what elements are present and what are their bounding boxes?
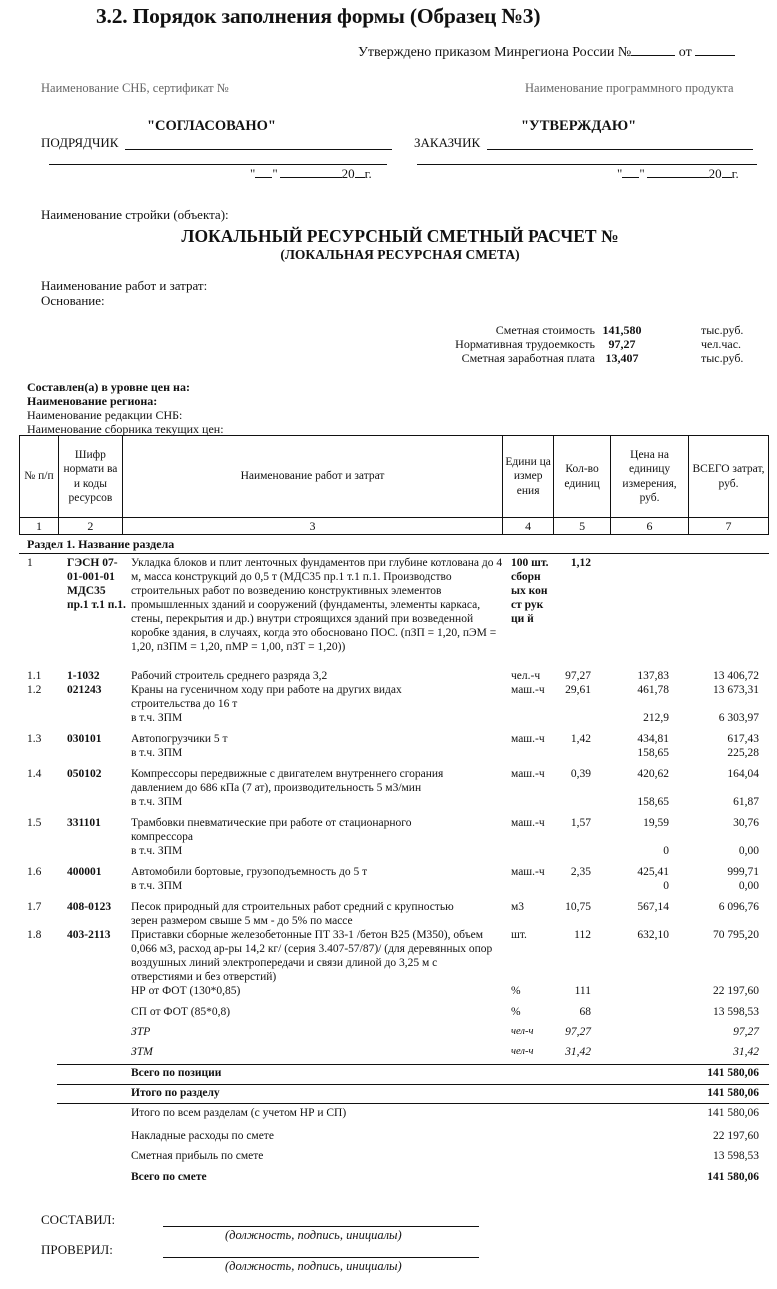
- basis-label: Основание:: [41, 293, 105, 308]
- row-unit: маш.-ч: [511, 817, 545, 829]
- snb-certificate-label: Наименование СНБ, сертификат №: [41, 81, 229, 95]
- row-code: 1-1032: [67, 670, 100, 682]
- row-zpm-total: 225,28: [727, 747, 759, 759]
- approval-order-line: [358, 44, 735, 62]
- row-name: Краны на гусеничном ходу при работе на других видах строительства до 16 т: [131, 684, 402, 710]
- snb-edition-label: Наименование редакции СНБ:: [27, 408, 183, 422]
- overhead-unit: %: [511, 1006, 521, 1018]
- total-value: 141 580,06: [707, 1171, 759, 1183]
- customer-second-line: [417, 164, 757, 165]
- row-quantity: 97,27: [565, 670, 591, 682]
- summary-label: Сметная заработная плата: [461, 351, 595, 365]
- row-zpm-price: 0: [663, 845, 669, 857]
- row-zpm-label: в т.ч. ЗПМ: [131, 845, 183, 857]
- document-subtitle: (ЛОКАЛЬНАЯ РЕСУРСНАЯ СМЕТА): [280, 247, 520, 262]
- row-quantity: 1,12: [570, 557, 591, 569]
- overhead-total: 13 598,53: [713, 1006, 759, 1018]
- row-code: 030101: [67, 733, 102, 745]
- row-name: Рабочий строитель среднего разряда 3,2: [131, 670, 328, 682]
- row-zpm-total: 61,87: [733, 796, 759, 808]
- row-zpm-label: в т.ч. ЗПМ: [131, 747, 183, 759]
- row-number: 1.4: [27, 768, 42, 780]
- column-number: 4: [503, 518, 554, 535]
- row-code: ГЭСН 07-01-001-01 МДС35 пр.1 т.1 п.1.: [67, 557, 126, 611]
- row-number: 1.6: [27, 866, 42, 878]
- summary-value: 13,407: [605, 351, 639, 365]
- row-price: 420,62: [637, 768, 669, 780]
- row-name: Компрессоры передвижные с двигателем внутреннего сгорания давлением до 686 кПа (7 ат), производительность 5 м3/мин: [131, 768, 444, 794]
- row-quantity: 112: [574, 929, 591, 941]
- row-price: 137,83: [637, 670, 669, 682]
- contractor-second-line: [49, 164, 387, 165]
- summary-value: 141,580: [602, 323, 642, 337]
- summary-label: Сметная стоимость: [495, 323, 595, 337]
- compiled-by-hint: (должность, подпись, инициалы): [225, 1228, 402, 1242]
- compiled-by-label: СОСТАВИЛ:: [41, 1212, 116, 1227]
- header-code: Шифр нормати ва и коды ресурсов: [58, 436, 122, 518]
- row-code: 400001: [67, 866, 102, 878]
- row-zpm-price: 212,9: [643, 712, 669, 724]
- customer-label: ЗАКАЗЧИК: [414, 135, 481, 150]
- order-number-blank: [631, 44, 675, 56]
- row-zpm-price: 158,65: [637, 796, 669, 808]
- row-code: 408-0123: [67, 901, 112, 913]
- overhead-quantity: 31,42: [565, 1046, 591, 1058]
- total-label: Сметная прибыль по смете: [131, 1150, 264, 1162]
- total-label: Итого по разделу: [131, 1087, 220, 1099]
- row-total: 30,76: [733, 817, 759, 829]
- row-zpm-total: 0,00: [738, 845, 759, 857]
- summary-value: 97,27: [608, 337, 636, 351]
- row-number: 1.1: [27, 670, 42, 682]
- row-code: 331101: [67, 817, 101, 829]
- row-quantity: 1,42: [570, 733, 591, 745]
- row-total: 6 096,76: [718, 901, 759, 913]
- row-name: Укладка блоков и плит ленточных фундаментов при глубине котлована до 4 м, масса конструкций до 0,5 т (МДС35 пр.1 т.1 п.1. Производство строительных работ по возведению конструктивных элементов промышленных зданий и сооружений (фундаменты, элементы каркаса, стены, перекрытия и др.) внутри строящихся зданий при возведенной коробке здания, в случаях, когда это обосновано ПОС. (пЗП = 1,20, пЭМ = 1,20, пЗПМ = 1,20, пМР = 1,00, пЗТ = 1,20)): [131, 557, 503, 653]
- works-name-label: Наименование работ и затрат:: [41, 278, 208, 293]
- row-unit: м3: [511, 901, 525, 913]
- total-label: Итого по всем разделам (с учетом НР и СП): [131, 1107, 347, 1119]
- row-price: 632,10: [637, 929, 669, 941]
- region-label: Наименование региона:: [27, 394, 158, 408]
- header-unit: Едини ца измер ения: [503, 436, 554, 518]
- header-unit-price: Цена на единицу измерения, руб.: [611, 436, 689, 518]
- column-number: 7: [689, 518, 769, 535]
- page-title: 3.2. Порядок заполнения формы (Образец №3): [96, 4, 541, 28]
- overhead-unit: %: [511, 985, 521, 997]
- total-label: Всего по смете: [131, 1171, 207, 1183]
- header-number: № п/п: [20, 436, 59, 518]
- price-level-label: Составлен(а) в уровне цен на:: [27, 380, 190, 394]
- row-name: Трамбовки пневматические при работе от стационарного компрессора: [131, 817, 412, 843]
- estimate-table-header: [19, 435, 769, 535]
- summary-unit: тыс.руб.: [701, 323, 744, 337]
- row-name: Приставки сборные железобетонные ПТ 33-1 /бетон В25 (М350), объем 0,066 м3, расход ар-ры 14,2 кг/ (серия 3.407-57/87)/ (для деревянных опор воздушных линий электропередачи и связи длиной до 3,25 м с отверстиями и без отверстий): [131, 929, 493, 983]
- column-number: 6: [611, 518, 689, 535]
- section-title: Раздел 1. Название раздела: [27, 537, 175, 551]
- overhead-quantity: 111: [574, 985, 591, 997]
- row-total: 999,71: [727, 866, 759, 878]
- summary-unit: тыс.руб.: [701, 351, 744, 365]
- row-price: 567,14: [637, 901, 669, 913]
- row-unit: маш.-ч: [511, 768, 545, 780]
- row-total: 617,43: [727, 733, 759, 745]
- row-code: 021243: [67, 684, 102, 696]
- row-number: 1: [27, 557, 33, 569]
- row-total: 70 795,20: [713, 929, 759, 941]
- overhead-total: 31,42: [733, 1046, 759, 1058]
- row-unit: 100 шт. сборн ых конст рукци й: [511, 557, 549, 625]
- total-label: Всего по позиции: [131, 1067, 222, 1079]
- summary-unit: чел.час.: [701, 337, 742, 351]
- approval-order-prefix: Утверждено приказом Минрегиона России №: [358, 45, 632, 60]
- total-value: 22 197,60: [713, 1130, 759, 1142]
- row-price: 425,41: [637, 866, 669, 878]
- checked-by-label: ПРОВЕРИЛ:: [41, 1242, 113, 1257]
- row-quantity: 0,39: [570, 768, 591, 780]
- row-quantity: 1,57: [570, 817, 591, 829]
- approval-order-from: от: [678, 45, 692, 60]
- contractor-label: ПОДРЯДЧИК: [41, 135, 119, 150]
- row-zpm-total: 6 303,97: [718, 712, 759, 724]
- price-collection-label: Наименование сборника текущих цен:: [27, 422, 224, 436]
- section-divider: [19, 553, 769, 554]
- overhead-name: НР от ФОТ (130*0,85): [131, 985, 241, 997]
- row-quantity: 29,61: [565, 684, 591, 696]
- overhead-name: ЗТР: [131, 1026, 151, 1038]
- compiled-by-signature-line: [163, 1226, 479, 1227]
- totals-divider: [57, 1064, 769, 1065]
- overhead-quantity: 97,27: [565, 1026, 591, 1038]
- agreed-title: "СОГЛАСОВАНО": [147, 118, 276, 134]
- approve-title: "УТВЕРЖДАЮ": [521, 118, 637, 134]
- row-number: 1.2: [27, 684, 42, 696]
- row-name: Песок природный для строительных работ средний с крупностью зерен размером свыше 5 мм - до 5% по массе: [131, 901, 454, 927]
- row-price: 461,78: [637, 684, 669, 696]
- row-code: 050102: [67, 768, 102, 780]
- row-zpm-price: 0: [663, 880, 669, 892]
- row-number: 1.5: [27, 817, 42, 829]
- header-quantity: Кол-во единиц: [554, 436, 611, 518]
- row-zpm-label: в т.ч. ЗПМ: [131, 880, 183, 892]
- row-zpm-price: 158,65: [637, 747, 669, 759]
- header-total: ВСЕГО затрат, руб.: [689, 436, 769, 518]
- order-date-blank: [695, 44, 735, 56]
- column-number: 3: [122, 518, 502, 535]
- customer-signature-line: [487, 149, 753, 150]
- row-unit: маш.-ч: [511, 684, 545, 696]
- object-name-label: Наименование стройки (объекта):: [41, 207, 229, 222]
- summary-label: Нормативная трудоемкость: [455, 337, 595, 351]
- total-value: 13 598,53: [713, 1150, 759, 1162]
- document-title: ЛОКАЛЬНЫЙ РЕСУРСНЫЙ СМЕТНЫЙ РАСЧЕТ №: [181, 226, 619, 246]
- overhead-name: СП от ФОТ (85*0,8): [131, 1006, 231, 1018]
- row-zpm-label: в т.ч. ЗПМ: [131, 712, 183, 724]
- row-unit: маш.-ч: [511, 733, 545, 745]
- contractor-signature-line: [125, 149, 392, 150]
- overhead-name: ЗТМ: [131, 1046, 153, 1058]
- program-product-label: Наименование программного продукта: [525, 81, 734, 95]
- total-label: Накладные расходы по смете: [131, 1130, 274, 1142]
- row-quantity: 2,35: [570, 866, 591, 878]
- row-unit: маш.-ч: [511, 866, 545, 878]
- approve-date: " " 20 г.: [617, 166, 739, 181]
- row-number: 1.7: [27, 901, 42, 913]
- row-unit: шт.: [511, 929, 527, 941]
- row-price: 19,59: [643, 817, 669, 829]
- checked-by-signature-line: [163, 1257, 479, 1258]
- overhead-unit: чел-ч: [511, 1026, 534, 1037]
- total-value: 141 580,06: [707, 1087, 759, 1099]
- row-number: 1.8: [27, 929, 42, 941]
- row-total: 13 406,72: [713, 670, 759, 682]
- totals-divider: [57, 1084, 769, 1085]
- row-name: Автомобили бортовые, грузоподъемность до 5 т: [131, 866, 368, 878]
- overhead-unit: чел-ч: [511, 1046, 534, 1057]
- totals-divider: [57, 1103, 769, 1104]
- row-zpm-label: в т.ч. ЗПМ: [131, 796, 183, 808]
- total-value: 141 580,06: [707, 1067, 759, 1079]
- checked-by-hint: (должность, подпись, инициалы): [225, 1259, 402, 1273]
- total-value: 141 580,06: [707, 1107, 759, 1119]
- row-total: 164,04: [727, 768, 759, 780]
- column-number: 5: [554, 518, 611, 535]
- overhead-total: 97,27: [733, 1026, 759, 1038]
- row-total: 13 673,31: [713, 684, 759, 696]
- row-number: 1.3: [27, 733, 42, 745]
- overhead-total: 22 197,60: [713, 985, 759, 997]
- row-name: Автопогрузчики 5 т: [131, 733, 228, 745]
- row-unit: чел.-ч: [511, 670, 541, 682]
- row-zpm-total: 0,00: [738, 880, 759, 892]
- row-quantity: 10,75: [565, 901, 591, 913]
- column-number: 1: [20, 518, 59, 535]
- agreed-date: " " 20 г.: [250, 166, 372, 181]
- row-price: 434,81: [637, 733, 669, 745]
- header-name: Наименование работ и затрат: [122, 436, 502, 518]
- row-code: 403-2113: [67, 929, 111, 941]
- column-number: 2: [58, 518, 122, 535]
- overhead-quantity: 68: [579, 1006, 591, 1018]
